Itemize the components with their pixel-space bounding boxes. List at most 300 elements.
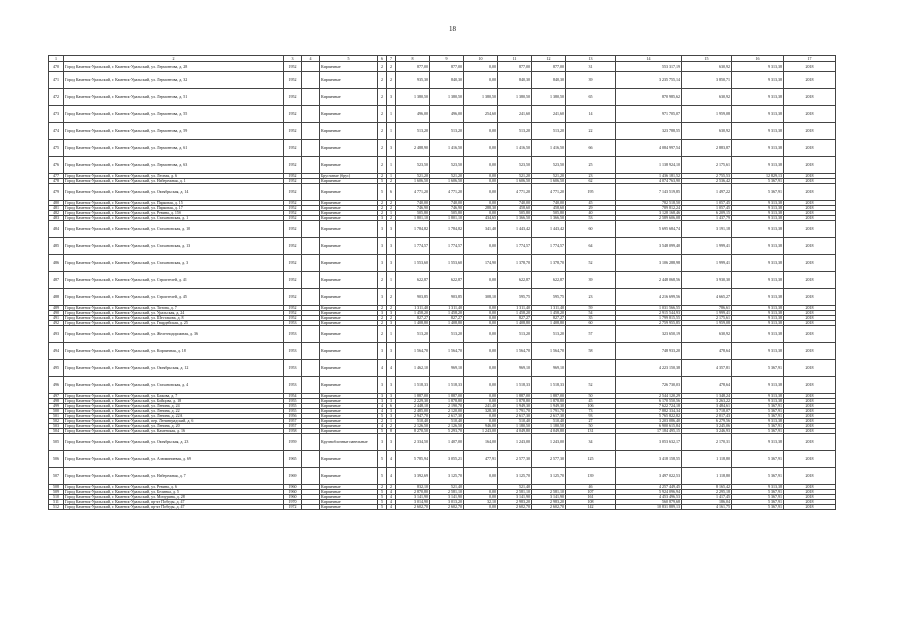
table-cell: 12 829,13	[732, 174, 784, 179]
table-cell: 2 617,30	[498, 414, 532, 419]
table-cell: 477,91	[464, 451, 498, 468]
table-cell: 1952	[284, 255, 302, 272]
table-cell: Кирпичные	[320, 157, 378, 174]
table-cell: 4 049,80	[532, 429, 566, 434]
table-cell: 1 999,41	[682, 311, 732, 316]
table-cell: 1 774,57	[498, 238, 532, 255]
table-cell: 1953	[284, 326, 302, 343]
table-cell: 139	[566, 468, 616, 485]
table-cell: 2 581,10	[532, 490, 566, 495]
table-cell: 2018	[784, 289, 836, 306]
table-cell: 1952	[284, 289, 302, 306]
table-cell: 2018	[784, 206, 836, 211]
table-cell: 622,87	[396, 272, 430, 289]
table-cell: 1 458,20	[396, 311, 430, 316]
table-cell: 1960	[284, 490, 302, 495]
table-cell: 4	[378, 424, 387, 429]
table-cell: 1 949,30	[498, 404, 532, 409]
table-cell	[566, 360, 616, 377]
table-cell: 1 311,40	[430, 306, 464, 311]
table-cell: 1952	[284, 179, 302, 184]
table-cell: 482	[49, 211, 64, 216]
table-cell: 1 416,50	[498, 140, 532, 157]
table-cell: 3 246,93	[682, 429, 732, 434]
table-cell: 3	[387, 343, 396, 360]
table-cell: 484	[49, 221, 64, 238]
table-cell: 1 057,45	[682, 201, 732, 206]
table-cell: 3	[378, 221, 387, 238]
table-cell: 2018	[784, 434, 836, 451]
table-cell: 40	[566, 211, 616, 216]
table-cell: 971 705,07	[616, 106, 682, 123]
table-cell: 6 170 550,56	[616, 399, 682, 404]
table-cell: Кирпичные	[320, 321, 378, 326]
table-cell: 1 878,80	[430, 399, 464, 404]
table-cell: 499	[49, 404, 64, 409]
table-cell: 488	[49, 289, 64, 306]
table-cell: 2	[387, 289, 396, 306]
table-cell: 0,00	[464, 394, 498, 399]
table-cell: 1952	[284, 272, 302, 289]
table-cell: Город Каменск-Уральский, г. Каменск-Уральский, ул. Октябрьская, д. 12	[64, 360, 284, 377]
table-cell: 2 544 120,29	[616, 394, 682, 399]
table-cell: 2018	[784, 399, 836, 404]
table-cell: 1 999,41	[682, 255, 732, 272]
table-cell: 523,50	[430, 157, 464, 174]
table-cell: 3 392,69	[396, 468, 430, 485]
table-cell: 23	[566, 289, 616, 306]
table-cell: 2	[387, 216, 396, 221]
table-cell	[302, 106, 320, 123]
table-cell: 746,90	[430, 206, 464, 211]
column-header: 8	[396, 56, 430, 62]
table-cell: 73	[566, 409, 616, 414]
column-header: 9	[430, 56, 464, 62]
table-cell: 2	[378, 106, 387, 123]
table-cell: 0,00	[464, 179, 498, 184]
column-header: 14	[616, 56, 682, 62]
table-cell: Город Каменск-Уральский, г. Каменск-Уральский, ул. Ревина, д. 6	[64, 485, 284, 490]
table-cell: 1 408,80	[498, 321, 532, 326]
table-cell: Город Каменск-Уральский, г. Каменск-Уральский, ул. Мичурина, д. 28	[64, 495, 284, 500]
table-cell: 0,00	[464, 272, 498, 289]
table-cell: 2 755,53	[682, 174, 732, 179]
table-cell: 1 799 815,55	[616, 316, 682, 321]
table-cell: 2018	[784, 201, 836, 206]
table-cell: 2018	[784, 123, 836, 140]
table-cell: 1 606,50	[532, 179, 566, 184]
table-cell: 1952	[284, 216, 302, 221]
table-cell: 2018	[784, 495, 836, 500]
table-cell: 4 665,27	[682, 289, 732, 306]
table-cell: 1952	[284, 72, 302, 89]
table-cell: 478,64	[682, 377, 732, 394]
table-cell: 1 774,57	[532, 238, 566, 255]
table-cell: Город Каменск-Уральский, г. Каменск-Уральский, ул. Ленина, д. 24	[64, 404, 284, 409]
table-cell: 1955	[284, 399, 302, 404]
table-cell: 0,00	[464, 321, 498, 326]
table-cell: Город Каменск-Уральский, г. Каменск-Уральский, ул. Шестакова, д. 8	[64, 316, 284, 321]
table-cell: 1 436 181,52	[616, 174, 682, 179]
table-cell: 479	[49, 184, 64, 201]
table-cell	[302, 140, 320, 157]
table-cell: 1 784,82	[396, 221, 430, 238]
table-cell: 5 695 684,74	[616, 221, 682, 238]
table-cell: 3 141,90	[396, 495, 430, 500]
table-cell: 9 313,38	[732, 123, 784, 140]
table-cell: 3	[387, 89, 396, 106]
table-cell	[302, 62, 320, 72]
table-cell: 2 126,50	[430, 424, 464, 429]
table-cell: 9 313,38	[732, 394, 784, 399]
table-cell: 3 930,30	[682, 272, 732, 289]
table-cell: 164,00	[464, 434, 498, 451]
table-cell: 2018	[784, 140, 836, 157]
table-cell: 59	[566, 306, 616, 311]
table-cell: 1952	[284, 123, 302, 140]
table-cell: Кирпичные	[320, 377, 378, 394]
table-cell: 1 380,50	[532, 89, 566, 106]
column-header: 7	[387, 56, 396, 62]
table-cell: 946,00	[464, 424, 498, 429]
table-cell: 9 313,38	[732, 211, 784, 216]
table-cell: 1 606,50	[430, 179, 464, 184]
table-cell: 5 367,91	[732, 490, 784, 495]
table-cell: 1 243,00	[532, 434, 566, 451]
table-cell: 3 191,18	[682, 221, 732, 238]
table-cell: Город Каменск-Уральский, г. Каменск-Уральский, ул. Алюминиевая, д. 69	[64, 451, 284, 468]
table-cell: 1	[387, 157, 396, 174]
table-cell: 9 313,38	[732, 72, 784, 89]
table-cell: 1 887,00	[430, 394, 464, 399]
table-cell: 1957	[284, 424, 302, 429]
table-cell: 1953	[284, 377, 302, 394]
table-cell: Город Каменск-Уральский, г. Каменск-Уральский, ул. Бажова, д. 7	[64, 394, 284, 399]
table-cell: 9 313,38	[732, 206, 784, 211]
table-cell: 473	[49, 106, 64, 123]
table-cell: 1 243,00	[464, 429, 498, 434]
table-cell: Город Каменск-Уральский, г. Каменск-Уральский, ул. Октябрьская, д. 23	[64, 434, 284, 451]
table-cell: 1 366,50	[498, 216, 532, 221]
table-cell: 34	[566, 434, 616, 451]
table-cell: 1 443,42	[498, 221, 532, 238]
table-cell: 9 313,38	[732, 419, 784, 424]
table-cell: 1	[387, 326, 396, 343]
table-cell: 1965	[284, 451, 302, 468]
table-cell	[302, 123, 320, 140]
table-cell: Город Каменск-Уральский, г. Каменск-Уральский, ул. Парковая, д. 15	[64, 201, 284, 206]
table-cell: 2018	[784, 419, 836, 424]
table-cell: 1952	[284, 221, 302, 238]
table-cell: 2 190,70	[430, 404, 464, 409]
table-cell: 9 313,38	[732, 238, 784, 255]
table-cell: 241,40	[464, 404, 498, 409]
table-cell: 505,80	[498, 211, 532, 216]
table-cell: 935,30	[396, 72, 430, 89]
table-cell: 622,87	[430, 272, 464, 289]
table-cell: 458,60	[498, 206, 532, 211]
table-cell: 9 313,38	[732, 216, 784, 221]
table-cell: 1952	[284, 62, 302, 72]
table-cell: 513,20	[532, 123, 566, 140]
table-cell: 2 589 606,08	[616, 216, 682, 221]
table-cell: 2018	[784, 343, 836, 360]
table-cell: 2 617,30	[430, 414, 464, 419]
table-cell: 748 933,20	[616, 343, 682, 360]
table-cell: 510	[49, 495, 64, 500]
table-cell: Кирпичные	[320, 316, 378, 321]
table-cell: 470	[49, 62, 64, 72]
table-cell: 0,00	[464, 62, 498, 72]
table-cell: Кирпичные	[320, 399, 378, 404]
table-cell: 108	[566, 500, 616, 505]
table-cell: Город Каменск-Уральский, г. Каменск-Уральский, ул. Стахановская, д. 13	[64, 238, 284, 255]
column-header: 1	[49, 56, 64, 62]
table-cell: 740,00	[498, 201, 532, 206]
table-cell	[302, 468, 320, 485]
table-cell: Кирпичные	[320, 62, 378, 72]
table-cell: 174,90	[464, 255, 498, 272]
table-cell: 1952	[284, 157, 302, 174]
table-cell: 510,40	[532, 419, 566, 424]
table-cell: 5	[378, 495, 387, 500]
table-cell: 5 367,91	[732, 451, 784, 468]
table-cell: 0,00	[464, 211, 498, 216]
table-cell: 1 380,50	[396, 89, 430, 106]
table-cell: Кирпичные	[320, 216, 378, 221]
column-header: 13	[566, 56, 616, 62]
table-cell: 254,60	[464, 106, 498, 123]
table-cell: 595,75	[498, 289, 532, 306]
table-cell: 1	[387, 174, 396, 179]
table-cell: 2	[378, 206, 387, 211]
table-cell: 4 257 449,45	[616, 485, 682, 490]
table-cell	[302, 184, 320, 201]
table-cell: 65	[566, 89, 616, 106]
table-cell: 1960	[284, 485, 302, 490]
table-cell: 1970	[284, 500, 302, 505]
table-cell: 1	[387, 211, 396, 216]
table-cell: 2018	[784, 490, 836, 495]
table-cell: 3	[378, 434, 387, 451]
table-cell: 1 518,33	[532, 377, 566, 394]
table-cell: 832,10	[396, 485, 430, 490]
table-cell: 3	[387, 221, 396, 238]
table-cell: 504	[49, 429, 64, 434]
table-cell: 3 013,20	[430, 500, 464, 505]
table-cell: 1957	[284, 419, 302, 424]
table-cell: Город Каменск-Уральский, г. Каменск-Уральский, ул. Лермонтова, д. 51	[64, 89, 284, 106]
table-cell: 2018	[784, 179, 836, 184]
table-cell: 2018	[784, 505, 836, 510]
table-cell: 4	[378, 409, 387, 414]
table-cell: 498	[49, 399, 64, 404]
table-cell: 3	[378, 238, 387, 255]
table-cell: 1952	[284, 206, 302, 211]
table-cell: 0,00	[464, 306, 498, 311]
table-cell	[302, 272, 320, 289]
table-cell: 521,20	[430, 174, 464, 179]
table-cell: Кирпичные	[320, 360, 378, 377]
table-row	[49, 377, 836, 394]
table-cell: 9 313,38	[732, 289, 784, 306]
table-cell: 1954	[284, 394, 302, 399]
table-cell: 505,80	[396, 211, 430, 216]
table-cell: 323 650,19	[616, 326, 682, 343]
table-cell: 2	[378, 272, 387, 289]
table-cell: 4 084 997,54	[616, 140, 682, 157]
table-cell: 1955	[284, 404, 302, 409]
table-cell: Кирпичные	[320, 72, 378, 89]
table-row	[49, 326, 836, 343]
table-cell: 0,00	[464, 238, 498, 255]
table-row	[49, 505, 836, 510]
table-cell: 2 485,00	[396, 409, 430, 414]
table-cell: 31	[566, 62, 616, 72]
table-cell: 1 801,10	[430, 216, 464, 221]
table-cell: 5 367,91	[732, 424, 784, 429]
table-cell: 1 564,70	[498, 343, 532, 360]
table-cell: 3	[378, 394, 387, 399]
table-cell: 5 367,91	[732, 414, 784, 419]
table-cell: 0,00	[464, 495, 498, 500]
table-cell: 0,00	[464, 414, 498, 419]
table-cell: Город Каменск-Уральский, г. Каменск-Уральский, ул. Ревина, д. 15б	[64, 211, 284, 216]
table-cell: 505,80	[430, 211, 464, 216]
table-cell: 3 125,70	[498, 468, 532, 485]
table-cell: 54	[566, 311, 616, 316]
table-cell: Город Каменск-Уральский, г. Каменск-Уральский, ул. Парковая, д. 17	[64, 206, 284, 211]
table-cell: 7 143 519,85	[616, 184, 682, 201]
table-cell: 3	[378, 289, 387, 306]
table-cell: Кирпичные	[320, 505, 378, 510]
table-cell: 9 313,38	[732, 399, 784, 404]
table-cell: 9 313,38	[732, 106, 784, 123]
table-cell: 3 106 288,98	[616, 255, 682, 272]
table-cell: 3 141,90	[532, 495, 566, 500]
table-cell: 60	[566, 321, 616, 326]
table-cell: 2018	[784, 424, 836, 429]
table-cell: 506	[49, 451, 64, 468]
table-cell: 1 518,33	[498, 377, 532, 394]
table-cell: 2018	[784, 216, 836, 221]
table-cell: 1 999,41	[682, 238, 732, 255]
table-cell: Город Каменск-Уральский, г. Каменск-Уральский, ул. Бойцова, д. 18	[64, 399, 284, 404]
table-cell: 0,00	[464, 343, 498, 360]
table-cell: 521,20	[498, 174, 532, 179]
table-cell: Город Каменск-Уральский, г. Каменск-Уральский, ул. Уральская, д. 24	[64, 311, 284, 316]
table-cell: 1 458,20	[430, 311, 464, 316]
page-number: 18	[449, 25, 456, 33]
table-cell: 3 141,90	[430, 495, 464, 500]
table-cell: 4	[387, 495, 396, 500]
table-cell: 870 985,62	[616, 89, 682, 106]
table-cell: Крупноблочные панельные	[320, 434, 378, 451]
table-cell: 840,30	[532, 72, 566, 89]
table-row	[49, 89, 836, 106]
table-cell: 511	[49, 500, 64, 505]
table-cell: 3 125,70	[532, 468, 566, 485]
table-cell: 323 788,55	[616, 123, 682, 140]
table-cell: 1958	[284, 429, 302, 434]
table-cell: 4 357,81	[682, 360, 732, 377]
table-cell: 877,00	[532, 62, 566, 72]
table-cell	[302, 89, 320, 106]
table-cell: Город Каменск-Уральский, г. Каменск-Уральский, ул. Набережная, д. 1	[64, 179, 284, 184]
table-cell: 2	[387, 179, 396, 184]
table-cell: 2 577,30	[498, 451, 532, 468]
column-header: 2	[64, 56, 284, 62]
table-cell: 2	[387, 206, 396, 211]
table-row	[49, 221, 836, 238]
table-cell: Город Каменск-Уральский, г. Каменск-Уральский, ул. Лермонтова, д. 59	[64, 123, 284, 140]
table-cell: 2	[378, 62, 387, 72]
table-cell: Кирпичные	[320, 500, 378, 505]
table-cell: 630,92	[682, 89, 732, 106]
table-cell: 3 245,06	[682, 424, 732, 429]
table-row	[49, 360, 836, 377]
table-cell: 107	[566, 490, 616, 495]
table-cell: 2	[387, 485, 396, 490]
table-cell: 0,00	[464, 468, 498, 485]
table-cell: 1 348,24	[682, 394, 732, 399]
table-cell: Город Каменск-Уральский, г. Каменск-Уральский, ул. Лесная, д. 6	[64, 174, 284, 179]
table-cell: 52	[566, 377, 616, 394]
column-header: 4	[302, 56, 320, 62]
table-cell: 521,20	[396, 174, 430, 179]
table-cell: 510,40	[498, 419, 532, 424]
table-cell: 1 774,57	[430, 238, 464, 255]
table-row	[49, 343, 836, 360]
table-cell: Кирпичные	[320, 255, 378, 272]
table-cell: 2018	[784, 174, 836, 179]
table-cell: 1 138 924,10	[616, 157, 682, 174]
table-cell: 782 518,50	[616, 201, 682, 206]
table-cell: Город Каменск-Уральский, г. Каменск-Уральский, ул. Ленина, д. 22А	[64, 414, 284, 419]
table-cell: 0,00	[464, 140, 498, 157]
table-cell: 3 014,90	[396, 500, 430, 505]
table-cell: 9 313,38	[732, 140, 784, 157]
table-cell: 1953	[284, 321, 302, 326]
table-cell: 2	[378, 201, 387, 206]
table-cell: 0,00	[464, 201, 498, 206]
table-cell: 2018	[784, 238, 836, 255]
table-cell: 0,00	[464, 490, 498, 495]
table-cell: 2 617,30	[532, 414, 566, 419]
table-row	[49, 123, 836, 140]
table-cell: 3 141,90	[498, 495, 532, 500]
table-cell: Кирпичные	[320, 238, 378, 255]
table-cell: 2	[378, 316, 387, 321]
table-cell: 492	[49, 321, 64, 326]
table-row	[49, 468, 836, 485]
table-cell: 3	[387, 311, 396, 316]
table-cell: 1 366,50	[532, 216, 566, 221]
table-cell: 50	[566, 424, 616, 429]
table-cell: 495	[49, 360, 64, 377]
table-cell: 1952	[284, 174, 302, 179]
column-header: 6	[378, 56, 387, 62]
table-cell: Кирпичные	[320, 311, 378, 316]
table-cell: 5	[378, 500, 387, 505]
table-cell: 4	[387, 451, 396, 468]
table-cell: Кирпичные	[320, 394, 378, 399]
table-cell: 3	[387, 140, 396, 157]
table-cell: 481	[49, 206, 64, 211]
table-cell: 52	[566, 255, 616, 272]
table-cell: 9 313,38	[732, 221, 784, 238]
table-cell: 903,85	[430, 289, 464, 306]
